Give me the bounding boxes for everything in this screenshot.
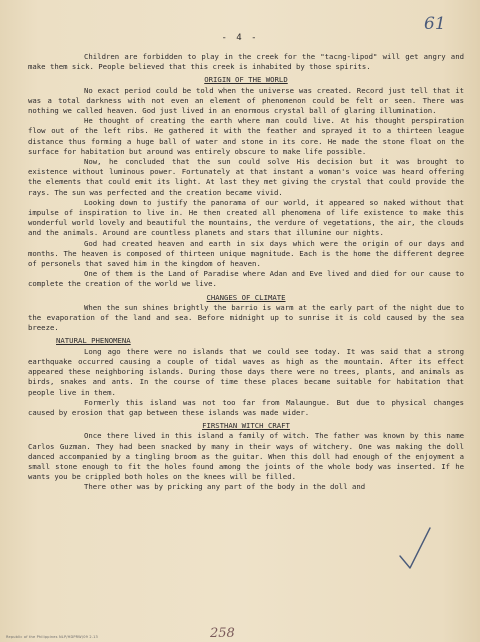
paragraph: Now, he concluded that the sun could solve His decision but it was brought to existence without luminous power. Fortunately at that instant a woman's voice was heard offering the elements that could emit its light. At last they met giving the crystal that could provide the rays. The sun was perfected and the creation became vivid. (28, 157, 464, 197)
section-heading-phenomena: NATURAL PHENOMENA (56, 336, 131, 346)
page-number: - 4 - (221, 33, 259, 43)
footer-stamp: Republic of the Philippines NLP/HDPRW/09 2.13 (6, 635, 98, 639)
section-heading-origin: ORIGIN OF THE WORLD (204, 75, 288, 85)
handwritten-number: 258 (210, 626, 235, 641)
document-body (28, 52, 464, 493)
paragraph: When the sun shines brightly the barrio is warm at the early part of the night due to the evaporation of the land and sea. Before midnight up to sunrise it is cold caused by the sea breeze. (28, 302, 464, 333)
paragraph: No exact period could be told when the universe was created. Record just tell that it was a total darkness with not even an element of phenomenon could be felt or seen. There was nothing we called heaven. God just lived in an enormous crystal ball of glaring illumination. (28, 85, 464, 116)
folio-mark: 61 (424, 14, 446, 34)
paragraph: God had created heaven and earth in six days which were the origin of our days and months. The heaven is composed of thirteen unique magnitude. Each is the home the different degree of personels that saved him in the kingdom of heaven. (28, 238, 464, 269)
paragraph: Looking down to justify the panorama of our world, it appeared so naked without that impulse of inspiration to live in. He then created all phenomena of life existence to make this wonderful world lovely and beautiful the mountains, the verdure of vegetations, the air, the clouds and the animals. Around are countless planets and stars that illumine our nights. (28, 197, 464, 238)
intro-paragraph: Children are forbidden to play in the creek for the "tacng-lipod" will get angry and make them sick. People believed that this creek is inhabited by those spirits. (28, 52, 464, 72)
section-heading-witchcraft: FIRSTHAN WITCH CRAFT (202, 421, 290, 431)
paragraph: Once there lived in this island a family of witch. The father was known by this name Carlos Guzman. They had been snacked by many in their ways of witchery. One was making the doll danced accompanied by a tingling broom as the guitar. When this doll had enough of the enjoyment a small stone enough to fit the holes found among the joints of the whole body was inserted. If he wants you be crippled both holes on the knees will be filled. (28, 431, 464, 482)
paragraph: One of them is the Land of Paradise where Adan and Eve lived and died for our cause to complete the creation of the world we live. (28, 269, 464, 289)
paragraph: Formerly this island was not too far from Malaungue. But due to physical changes caused by erosion that gap between these islands was made wider. (28, 397, 464, 417)
section-heading-climate: CHANGES OF CLIMATE (206, 292, 286, 302)
check-mark-icon (398, 526, 432, 572)
paragraph: There other was by pricking any part of the body in the doll and (84, 482, 366, 492)
paragraph: He thought of creating the earth where man could live. At his thought perspiration flow out of the left ribs. He gathered it with the feather and sprayed it to a thirteen league distance thus forming a huge ball of water and stone in its core. He made the stone float on the surface for habitation but around was entirely obscure to make life possible. (28, 116, 464, 156)
paragraph: Long ago there were no islands that we could see today. It was said that a strong earthquake occurred causing a couple of tidal waves as high as the mountain. After its effect appeared these neighboring islands. During those days there were no trees, plants, and animals as birds, snakes and ants. In the course of time these places became suitable for habitation that people live in them. (28, 346, 464, 397)
